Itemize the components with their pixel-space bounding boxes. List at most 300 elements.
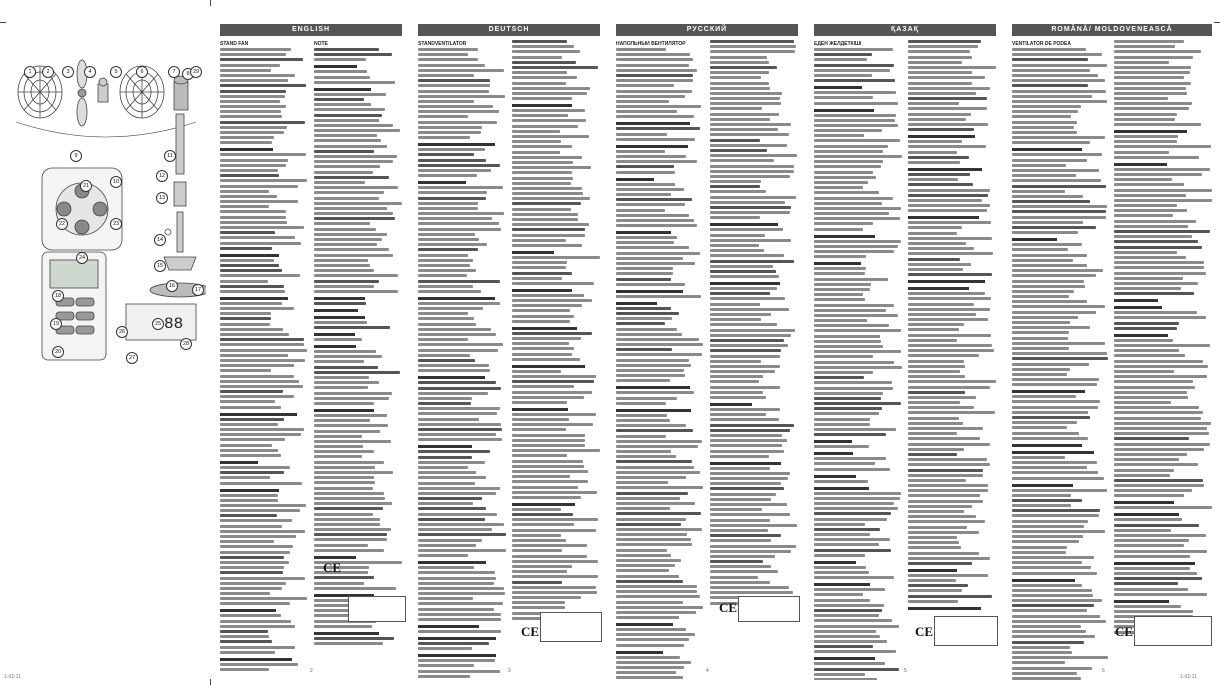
text-line — [908, 263, 971, 266]
text-line — [814, 186, 863, 189]
text-line — [616, 353, 702, 356]
text-line — [1012, 509, 1100, 512]
text-line — [908, 595, 992, 598]
text-line — [616, 219, 694, 222]
text-line — [814, 371, 873, 374]
callout-number: 11 — [164, 150, 176, 162]
text-line — [908, 50, 970, 53]
text-line — [616, 105, 701, 108]
text-line — [1114, 40, 1184, 43]
text-line — [512, 327, 577, 330]
text-line — [314, 435, 362, 438]
text-line — [814, 160, 883, 163]
text-line — [814, 293, 863, 296]
text-line — [814, 538, 890, 541]
text-line — [220, 297, 288, 300]
text-line — [220, 433, 301, 436]
text-line — [908, 140, 962, 143]
text-line — [908, 411, 995, 414]
text-line — [1114, 567, 1190, 570]
text-line — [512, 480, 588, 483]
text-line — [616, 267, 673, 270]
text-line — [1114, 123, 1201, 126]
text-line — [418, 90, 489, 93]
text-line — [314, 518, 380, 521]
text-line — [512, 358, 580, 361]
text-line — [512, 272, 572, 275]
text-line — [220, 169, 278, 172]
text-line — [418, 343, 503, 346]
callout-number: 15 — [154, 260, 166, 272]
text-line — [908, 247, 974, 250]
text-line — [220, 53, 286, 56]
text-line — [220, 577, 305, 580]
text-line — [1012, 326, 1090, 329]
text-line — [418, 507, 486, 510]
deutsch-body-2 — [512, 40, 600, 620]
text-line — [418, 630, 501, 633]
text-line — [1114, 256, 1186, 259]
text-line — [814, 614, 879, 617]
text-line — [616, 198, 692, 201]
text-line — [1114, 113, 1177, 116]
text-line — [710, 555, 775, 558]
text-line — [1012, 566, 1091, 569]
text-line — [710, 128, 778, 131]
text-line — [1114, 458, 1179, 461]
callout-number: 16 — [166, 280, 178, 292]
kazakh-recycle-box — [934, 616, 998, 646]
text-line — [1114, 577, 1202, 580]
text-line — [418, 115, 468, 118]
text-line — [710, 424, 794, 427]
text-line — [616, 312, 679, 315]
text-line — [616, 644, 684, 647]
text-line — [1114, 494, 1184, 497]
text-line — [710, 270, 776, 273]
text-line — [710, 529, 768, 532]
text-line — [314, 228, 376, 231]
text-line — [314, 414, 387, 417]
text-line — [814, 197, 893, 200]
text-line — [814, 345, 883, 348]
text-line — [1012, 378, 1099, 381]
text-line — [314, 642, 383, 645]
callout-number: 27 — [126, 352, 138, 364]
text-line — [512, 320, 570, 323]
text-line — [616, 84, 674, 87]
text-line — [1012, 248, 1068, 251]
text-line — [814, 64, 894, 67]
text-line — [512, 299, 592, 302]
text-line — [908, 494, 980, 497]
text-line — [1012, 311, 1096, 314]
callout-number: 20 — [52, 346, 64, 358]
text-line — [814, 423, 870, 426]
text-line — [908, 406, 974, 409]
text-line — [314, 487, 373, 490]
text-line — [1114, 380, 1193, 383]
text-line — [908, 178, 958, 181]
text-line — [512, 266, 566, 269]
text-line — [512, 465, 584, 468]
text-line — [512, 413, 596, 416]
text-line — [616, 155, 686, 158]
text-line — [616, 585, 697, 588]
text-line — [814, 53, 872, 56]
text-line — [814, 440, 852, 443]
text-line — [314, 440, 391, 443]
text-line — [418, 461, 485, 464]
text-line — [1114, 463, 1198, 466]
text-line — [314, 355, 382, 358]
text-line — [314, 70, 367, 73]
text-line — [616, 386, 690, 389]
text-line — [512, 460, 583, 463]
text-line — [314, 280, 379, 283]
text-line — [1012, 456, 1065, 459]
text-line — [616, 455, 676, 458]
text-line — [616, 307, 671, 310]
text-line — [1012, 400, 1100, 403]
text-line — [418, 264, 470, 267]
text-line — [908, 510, 964, 513]
text-line — [908, 432, 957, 435]
callout-number: 22 — [56, 218, 68, 230]
text-line — [418, 528, 492, 531]
text-line — [1012, 646, 1070, 649]
text-line — [418, 412, 497, 415]
text-line — [1012, 656, 1108, 659]
text-line — [512, 61, 576, 64]
text-line — [512, 97, 572, 100]
text-line — [314, 507, 383, 510]
text-line — [1012, 520, 1088, 523]
text-line — [314, 114, 382, 117]
text-line — [314, 129, 400, 132]
callout-number: 25 — [152, 318, 164, 330]
text-line — [314, 165, 380, 168]
text-line — [814, 480, 868, 483]
text-line — [616, 246, 689, 249]
text-line — [710, 472, 790, 475]
text-line — [1114, 513, 1179, 516]
text-line — [220, 136, 274, 139]
text-line — [814, 69, 890, 72]
text-line — [220, 525, 282, 528]
callout-number: 17 — [192, 284, 204, 296]
text-line — [220, 323, 270, 326]
text-line — [314, 345, 356, 348]
assembly-bracket — [16, 122, 196, 137]
text-line — [616, 391, 694, 394]
text-line — [220, 395, 294, 398]
text-line — [710, 185, 760, 188]
text-line — [220, 630, 268, 633]
text-line — [418, 369, 490, 372]
text-line — [314, 191, 384, 194]
text-line — [314, 549, 384, 552]
text-line — [710, 560, 763, 563]
text-line — [418, 349, 498, 352]
text-line — [314, 248, 389, 251]
text-line — [814, 402, 901, 405]
text-line — [1114, 582, 1178, 585]
text-line — [616, 628, 686, 631]
text-line — [814, 217, 900, 220]
text-line — [220, 236, 295, 239]
text-line — [1012, 383, 1097, 386]
english-note-title: NOTE — [314, 41, 328, 47]
text-line — [418, 513, 497, 516]
text-line — [710, 82, 769, 85]
text-line — [418, 302, 500, 305]
text-line — [710, 429, 790, 432]
text-line — [418, 492, 496, 495]
text-line — [1114, 178, 1172, 181]
text-line — [1012, 535, 1083, 538]
text-line — [710, 113, 779, 116]
text-line — [616, 528, 702, 531]
text-line — [512, 370, 561, 373]
romanian-col-2 — [1114, 40, 1212, 680]
text-line — [1012, 126, 1074, 129]
text-line — [1114, 163, 1167, 166]
text-line — [512, 565, 572, 568]
text-line — [512, 454, 567, 457]
text-line — [814, 412, 879, 415]
deutsch-col-1 — [418, 40, 506, 680]
text-line — [220, 406, 281, 409]
text-line — [908, 500, 983, 503]
text-line — [710, 139, 760, 142]
text-line — [314, 481, 375, 484]
callout-number: 21 — [80, 180, 92, 192]
text-line — [1114, 562, 1195, 565]
text-line — [814, 387, 893, 390]
text-line — [1012, 174, 1076, 177]
text-line — [418, 613, 501, 616]
text-line — [1012, 461, 1097, 464]
kazakh-col-2 — [908, 40, 996, 680]
text-line — [710, 408, 780, 411]
text-line — [814, 662, 885, 665]
text-line — [814, 392, 883, 395]
text-line — [314, 419, 370, 422]
text-line — [1114, 299, 1158, 302]
text-line — [710, 265, 773, 268]
text-line — [512, 444, 585, 447]
text-line — [908, 589, 962, 592]
text-line — [1012, 504, 1071, 507]
text-line — [314, 297, 365, 300]
text-line — [512, 56, 562, 59]
text-line — [1012, 58, 1088, 61]
text-line — [908, 107, 987, 110]
text-line — [1012, 121, 1077, 124]
text-line — [814, 350, 901, 353]
text-line — [512, 261, 567, 264]
text-line — [814, 250, 894, 253]
text-line — [418, 438, 502, 441]
text-line — [1012, 444, 1082, 447]
text-line — [418, 602, 503, 605]
text-line — [1114, 135, 1178, 138]
text-line — [1012, 200, 1090, 203]
text-line — [1114, 484, 1204, 487]
text-line — [616, 343, 703, 346]
text-line — [616, 302, 657, 305]
text-line — [220, 449, 278, 452]
text-line — [512, 428, 566, 431]
text-line — [710, 434, 782, 437]
text-line — [616, 338, 699, 341]
text-line — [418, 159, 486, 162]
text-line — [1012, 363, 1089, 366]
text-line — [814, 119, 895, 122]
text-line — [616, 590, 697, 593]
text-line — [710, 477, 788, 480]
text-line — [814, 381, 892, 384]
text-line — [418, 285, 473, 288]
text-line — [512, 171, 572, 174]
text-line — [908, 526, 967, 529]
text-line — [1012, 347, 1069, 350]
text-line — [220, 545, 293, 548]
text-line — [908, 128, 974, 131]
text-line — [616, 138, 695, 141]
callout-number: 29 — [190, 66, 202, 78]
text-line — [512, 375, 596, 378]
text-line — [418, 74, 474, 77]
text-line — [220, 369, 271, 372]
text-line — [314, 309, 358, 312]
text-line — [814, 171, 873, 174]
text-line — [314, 254, 393, 257]
kazakh-body-1 — [814, 48, 902, 680]
text-line — [908, 216, 979, 219]
text-line — [220, 571, 283, 574]
text-line — [314, 53, 392, 56]
text-line — [616, 90, 692, 93]
text-line — [710, 249, 764, 252]
text-line — [908, 221, 991, 224]
text-line — [1012, 53, 1102, 56]
text-line — [220, 454, 281, 457]
text-line — [220, 597, 307, 600]
text-line — [314, 93, 386, 96]
ce-mark-russian: CE — [718, 600, 738, 615]
text-line — [814, 571, 869, 574]
header-russian: РУССКИЙ — [616, 24, 798, 36]
text-line — [616, 295, 701, 298]
text-line — [1012, 274, 1096, 277]
text-line — [314, 338, 362, 341]
text-line — [1012, 635, 1095, 638]
text-line — [908, 194, 988, 197]
text-line — [710, 318, 761, 321]
text-line — [418, 312, 468, 315]
text-line — [814, 314, 898, 317]
text-line — [418, 153, 474, 156]
text-line — [220, 242, 301, 245]
text-line — [512, 135, 589, 138]
text-line — [512, 408, 568, 411]
text-line — [908, 579, 956, 582]
text-line — [1114, 437, 1189, 440]
text-line — [616, 290, 683, 293]
text-line — [314, 455, 362, 458]
text-line — [314, 333, 355, 336]
text-line — [418, 518, 485, 521]
text-line — [1012, 530, 1105, 533]
text-line — [314, 360, 364, 363]
text-line — [1114, 246, 1202, 249]
fan-head-side — [174, 76, 188, 110]
text-line — [1012, 432, 1079, 435]
text-line — [220, 587, 282, 590]
text-line — [418, 69, 504, 72]
text-line — [220, 74, 295, 77]
text-line — [418, 392, 488, 395]
romanian-recycle-box — [1134, 616, 1212, 646]
text-line — [814, 376, 864, 379]
text-line — [616, 133, 667, 136]
text-line — [814, 212, 889, 215]
text-line — [220, 582, 286, 585]
text-line — [220, 205, 269, 208]
text-line — [710, 444, 782, 447]
text-line — [710, 297, 785, 300]
text-line — [1012, 110, 1078, 113]
text-line — [908, 562, 972, 565]
text-line — [220, 141, 272, 144]
text-line — [1012, 421, 1077, 424]
text-line — [418, 212, 504, 215]
text-line — [710, 190, 766, 193]
text-line — [1012, 190, 1065, 193]
text-line — [220, 471, 284, 474]
text-line — [512, 166, 591, 169]
text-line — [908, 443, 990, 446]
text-line — [220, 476, 270, 479]
text-line — [314, 397, 389, 400]
text-line — [1012, 95, 1092, 98]
text-line — [1114, 50, 1201, 53]
text-line — [616, 429, 693, 432]
text-line — [220, 482, 302, 485]
text-line — [314, 321, 367, 324]
text-line — [220, 307, 294, 310]
text-line — [418, 238, 479, 241]
text-line — [710, 413, 766, 416]
text-line — [616, 507, 670, 510]
text-line — [220, 210, 286, 213]
text-line — [418, 670, 500, 673]
text-line — [908, 56, 972, 59]
text-line — [616, 481, 668, 484]
text-line — [908, 458, 987, 461]
text-line — [1012, 264, 1087, 267]
text-line — [814, 366, 902, 369]
text-line — [710, 396, 766, 399]
text-line — [908, 226, 962, 229]
text-line — [1114, 282, 1198, 285]
text-line — [616, 414, 667, 417]
text-line — [710, 386, 780, 389]
text-line — [1012, 466, 1087, 469]
text-line — [710, 287, 777, 290]
